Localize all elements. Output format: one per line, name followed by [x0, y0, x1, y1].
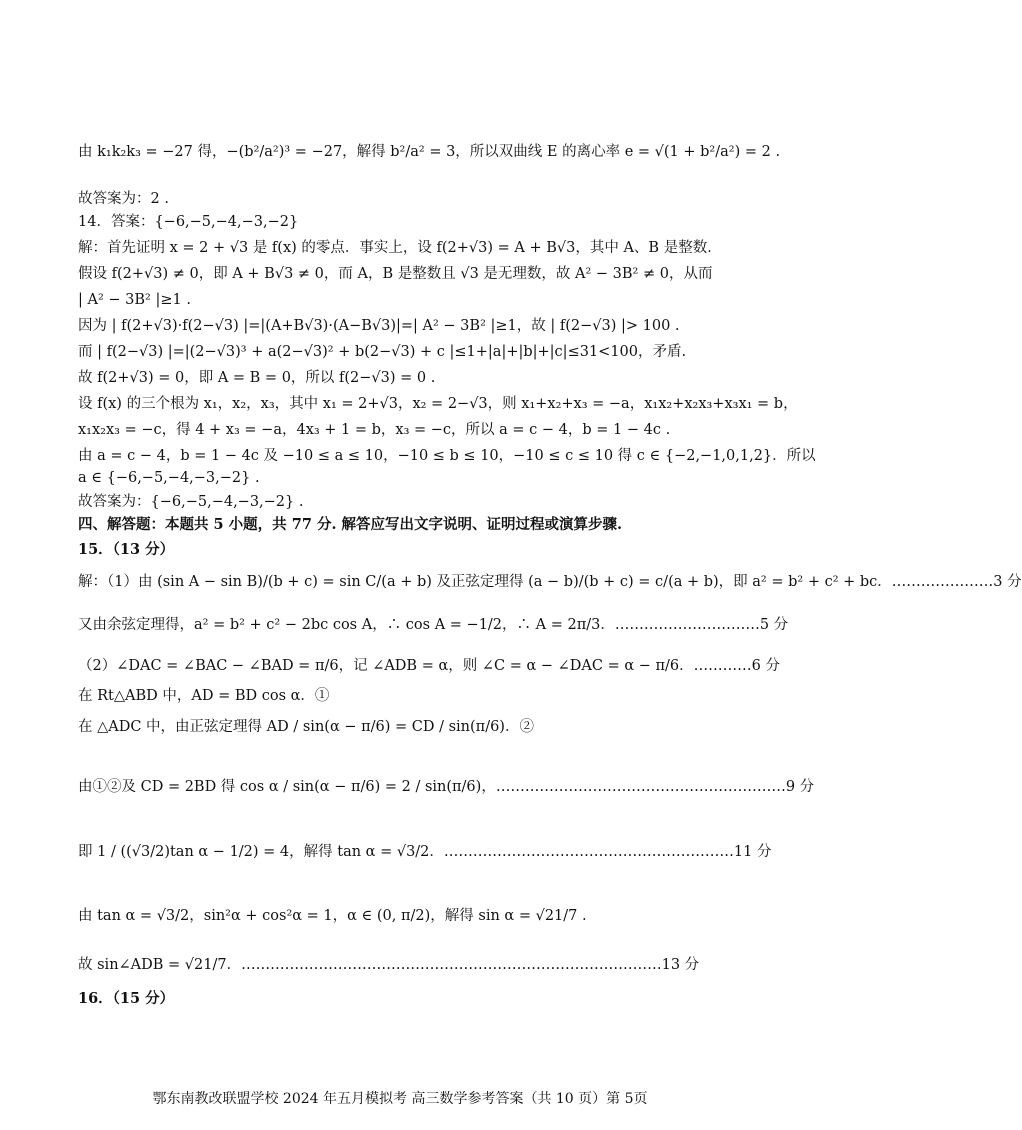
question-16-heading: 16．（15 分）: [78, 990, 175, 1007]
line-15-part1: 解：（1）由 (sin A − sin B)/(b + c) = sin C/(a + b) 及正弦定理得 (a − b)/(b + c) = c/(a + b)，即 a² = b² + c² + bc．…………………3 分: [78, 574, 1022, 590]
line-eccentricity: 由 k₁k₂k₃ = −27 得，−(b²/a²)³ = −27，解得 b²/a² = 3，所以双曲线 E 的离心率 e = √(1 + b²/a²) = 2 .: [78, 144, 781, 160]
question-14-answer: 14．答案：{−6,−5,−4,−3,−2}: [78, 214, 299, 230]
line-15-rt-triangle: 在 Rt△ABD 中，AD = BD cos α．①: [78, 688, 330, 704]
line-14-solution-5: 而 | f(2−√3) |=|(2−√3)³ + a(2−√3)² + b(2−√3) + c |≤1+|a|+|b|+|c|≤31<100，矛盾.: [78, 344, 687, 360]
line-15-result: 故 sin∠ADB = √21/7．……………………………………………………………………………13 分: [78, 957, 700, 973]
line-15-combine: 由①②及 CD = 2BD 得 cos α / sin(α − π/6) = 2 / sin(π/6)，……………………………………………………9 分: [78, 779, 815, 795]
line-15-cosine: 又由余弦定理得，a² = b² + c² − 2bc cos A，∴ cos A = −1/2，∴ A = 2π/3．…………………………5 分: [78, 617, 789, 633]
line-answer-14: 故答案为：{−6,−5,−4,−3,−2} .: [78, 494, 304, 510]
line-14-solution-4: 因为 | f(2+√3)·f(2−√3) |=|(A+B√3)·(A−B√3)|=| A² − 3B² |≥1，故 | f(2−√3) |> 100 .: [78, 318, 680, 334]
line-14-solution-7: 设 f(x) 的三个根为 x₁，x₂，x₃，其中 x₁ = 2+√3，x₂ = 2−√3，则 x₁+x₂+x₃ = −a，x₁x₂+x₂x₃+x₃x₁ = b，: [78, 396, 798, 412]
line-15-sine-rule: 在 △ADC 中，由正弦定理得 AD / sin(α − π/6) = CD / sin(π/6)．②: [78, 719, 534, 735]
line-14-solution-2: 假设 f(2+√3) ≠ 0，即 A + B√3 ≠ 0，而 A，B 是整数且 √3 是无理数，故 A² − 3B² ≠ 0，从而: [78, 266, 713, 282]
line-14-solution-9: 由 a = c − 4，b = 1 − 4c 及 −10 ≤ a ≤ 10，−10 ≤ b ≤ 10，−10 ≤ c ≤ 10 得 c ∈ {−2,−1,0,1,2}．所以: [78, 448, 816, 464]
line-15-sin-alpha: 由 tan α = √3/2，sin²α + cos²α = 1，α ∈ (0, π/2)，解得 sin α = √21/7 .: [78, 908, 587, 924]
line-15-part2: （2）∠DAC = ∠BAC − ∠BAD = π/6，记 ∠ADB = α，则 ∠C = α − ∠DAC = α − π/6．…………6 分: [78, 658, 780, 674]
section-heading-4: 四、解答题：本题共 5 小题，共 77 分. 解答应写出文字说明、证明过程或演算步骤.: [78, 516, 623, 533]
line-answer-13: 故答案为：2 .: [78, 191, 169, 207]
line-14-solution-10: a ∈ {−6,−5,−4,−3,−2} .: [78, 470, 260, 486]
line-15-tan: 即 1 / ((√3/2)tan α − 1/2) = 4，解得 tan α = √3/2．……………………………………………………11 分: [78, 844, 772, 860]
line-14-solution-8: x₁x₂x₃ = −c，得 4 + x₃ = −a，4x₃ + 1 = b，x₃ = −c，所以 a = c − 4，b = 1 − 4c .: [78, 422, 671, 438]
line-14-solution-1: 解：首先证明 x = 2 + √3 是 f(x) 的零点．事实上，设 f(2+√3) = A + B√3，其中 A、B 是整数．: [78, 240, 722, 256]
question-15-heading: 15．（13 分）: [78, 541, 175, 558]
page-footer: 鄂东南教改联盟学校 2024 年五月模拟考 高三数学参考答案（共 10 页）第 5页: [152, 1091, 648, 1107]
line-14-solution-6: 故 f(2+√3) = 0，即 A = B = 0，所以 f(2−√3) = 0 .: [78, 370, 436, 386]
line-14-solution-3: | A² − 3B² |≥1 .: [78, 292, 191, 308]
